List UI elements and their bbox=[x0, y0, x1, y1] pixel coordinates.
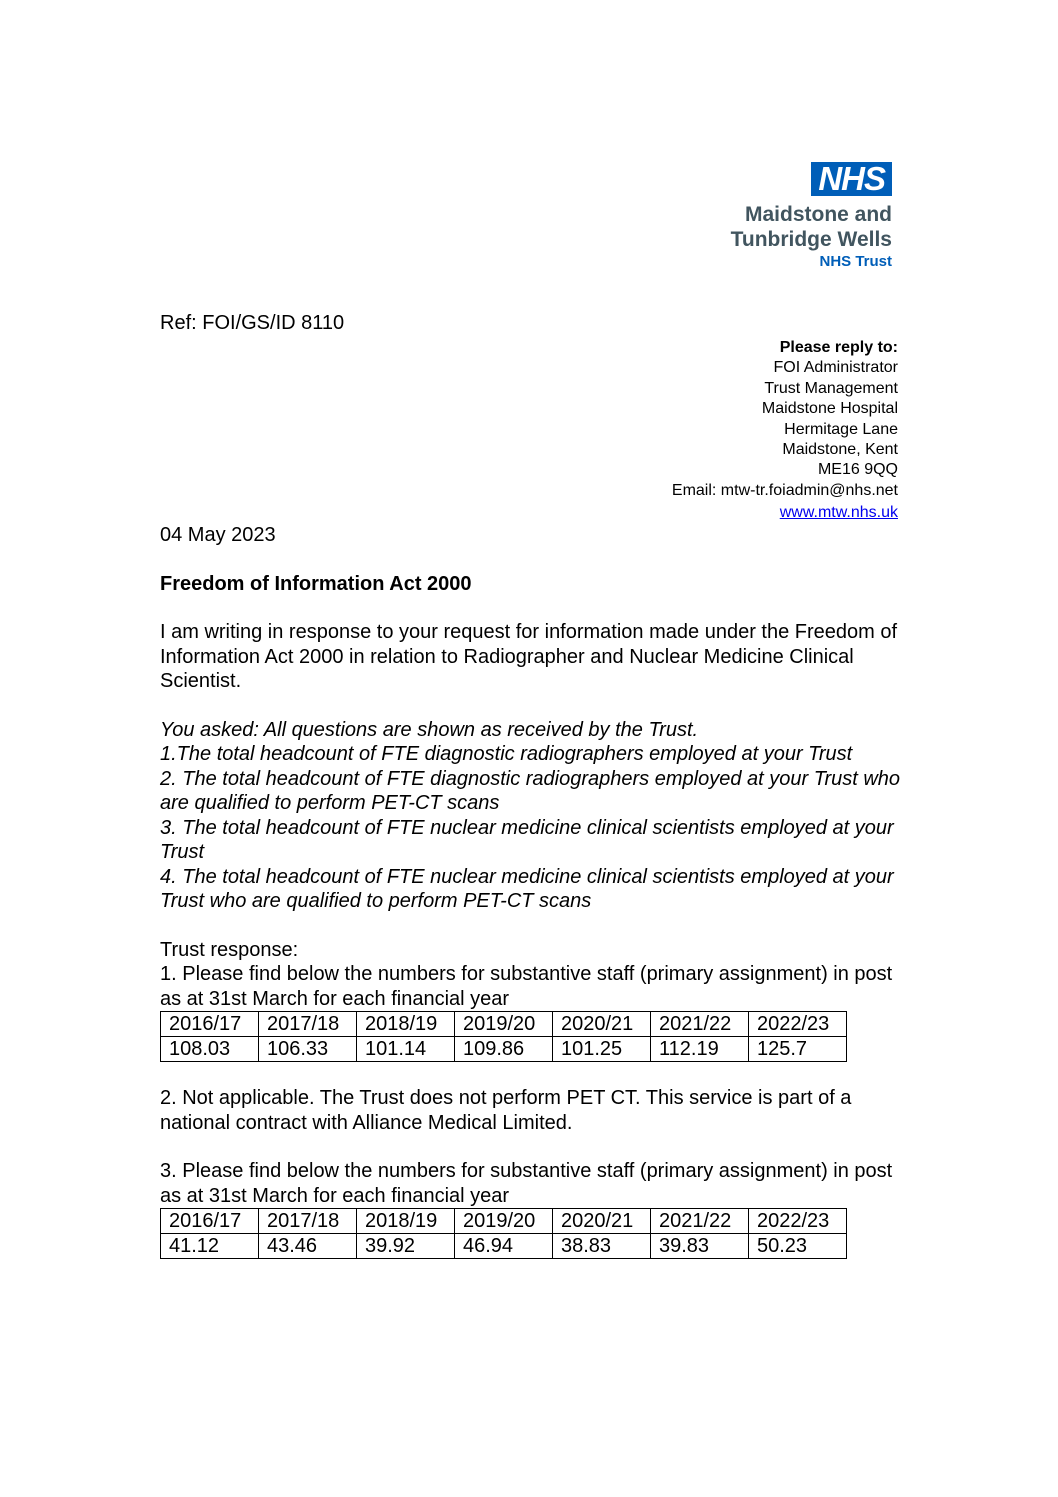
table-cell: 101.25 bbox=[553, 1037, 651, 1062]
table-row bbox=[161, 1234, 847, 1259]
table-cell: 2022/23 bbox=[749, 1012, 847, 1037]
table-cell: 2020/21 bbox=[553, 1209, 651, 1234]
table-cell: 2019/20 bbox=[455, 1209, 553, 1234]
question-line: 4. The total headcount of FTE nuclear medicine clinical scientists employed at your Trust who are qualified to perform PET-CT scans bbox=[160, 865, 894, 912]
table-clinical-scientists bbox=[160, 1208, 847, 1259]
table-radiographers bbox=[160, 1011, 847, 1062]
table-cell: 125.7 bbox=[749, 1037, 847, 1062]
answer-1: 1. Please find below the numbers for substantive staff (primary assignment) in post as at 31st March for each financial year bbox=[160, 963, 893, 1010]
table-cell: 101.14 bbox=[357, 1037, 455, 1062]
table-cell: 50.23 bbox=[749, 1234, 847, 1259]
table-cell: 43.46 bbox=[259, 1234, 357, 1259]
table-header-row bbox=[161, 1209, 847, 1234]
table-cell: 2020/21 bbox=[553, 1012, 651, 1037]
address-line: Maidstone, Kent bbox=[782, 441, 898, 459]
table-row bbox=[161, 1037, 847, 1062]
letter-title: Freedom of Information Act 2000 bbox=[160, 572, 472, 595]
table-cell: 108.03 bbox=[161, 1037, 259, 1062]
question-line: You asked: All questions are shown as received by the Trust. bbox=[160, 718, 699, 741]
website-link[interactable]: www.mtw.nhs.uk bbox=[779, 504, 898, 522]
table-header-row bbox=[161, 1012, 847, 1037]
letter-body bbox=[160, 523, 905, 1259]
table-cell: 2016/17 bbox=[161, 1012, 259, 1037]
org-name-line3: NHS Trust bbox=[819, 253, 892, 270]
answer-2: 2. Not applicable. The Trust does not perform PET CT. This service is part of a national contract with Alliance Medical Limited. bbox=[160, 1087, 852, 1134]
table-cell: 106.33 bbox=[259, 1037, 357, 1062]
question-line: 1.The total headcount of FTE diagnostic radiographers employed at your Trust bbox=[160, 743, 853, 765]
reply-heading: Please reply to: bbox=[779, 339, 898, 356]
intro-paragraph: I am writing in response to your request for information made under the Freedom of Information Act 2000 in relation to Radiographer and Nuclear Medicine Clinical Scientist. bbox=[160, 621, 898, 692]
table-cell: 38.83 bbox=[553, 1234, 651, 1259]
nhs-badge: NHS bbox=[811, 162, 892, 196]
table-cell: 112.19 bbox=[651, 1037, 749, 1062]
question-line: 2. The total headcount of FTE diagnostic radiographers employed at your Trust who are qualified to perform PET-CT scans bbox=[160, 767, 901, 814]
table-cell: 2017/18 bbox=[259, 1012, 357, 1037]
table-cell: 2017/18 bbox=[259, 1209, 357, 1234]
org-name-line1: Maidstone and bbox=[744, 203, 892, 226]
table-cell: 2018/19 bbox=[357, 1209, 455, 1234]
table-cell: 2021/22 bbox=[651, 1012, 749, 1037]
table-cell: 39.92 bbox=[357, 1234, 455, 1259]
table-cell: 46.94 bbox=[455, 1234, 553, 1259]
address-line: Trust Management bbox=[764, 379, 898, 397]
letter-date: 04 May 2023 bbox=[160, 524, 276, 546]
table-cell: 109.86 bbox=[455, 1037, 553, 1062]
address-line: FOI Administrator bbox=[773, 359, 898, 377]
table-cell: 2021/22 bbox=[651, 1209, 749, 1234]
nhs-logo bbox=[692, 162, 892, 272]
response-heading: Trust response: bbox=[160, 938, 299, 961]
reply-address bbox=[672, 338, 898, 524]
table-cell: 2019/20 bbox=[455, 1012, 553, 1037]
reference-number: Ref: FOI/GS/ID 8110 bbox=[160, 312, 345, 334]
table-cell: 2018/19 bbox=[357, 1012, 455, 1037]
table-cell: 2016/17 bbox=[161, 1209, 259, 1234]
table-cell: 39.83 bbox=[651, 1234, 749, 1259]
org-name-line2: Tunbridge Wells bbox=[730, 228, 892, 251]
table-cell: 2022/23 bbox=[749, 1209, 847, 1234]
address-line: Maidstone Hospital bbox=[761, 400, 898, 418]
table-cell: 41.12 bbox=[161, 1234, 259, 1259]
email-line: Email: mtw-tr.foiadmin@nhs.net bbox=[671, 481, 898, 499]
address-line: Hermitage Lane bbox=[784, 420, 898, 438]
address-line: ME16 9QQ bbox=[817, 461, 898, 479]
answer-3: 3. Please find below the numbers for substantive staff (primary assignment) in post as at 31st March for each financial year bbox=[160, 1160, 893, 1207]
question-line: 3. The total headcount of FTE nuclear medicine clinical scientists employed at your Trust bbox=[160, 816, 894, 863]
